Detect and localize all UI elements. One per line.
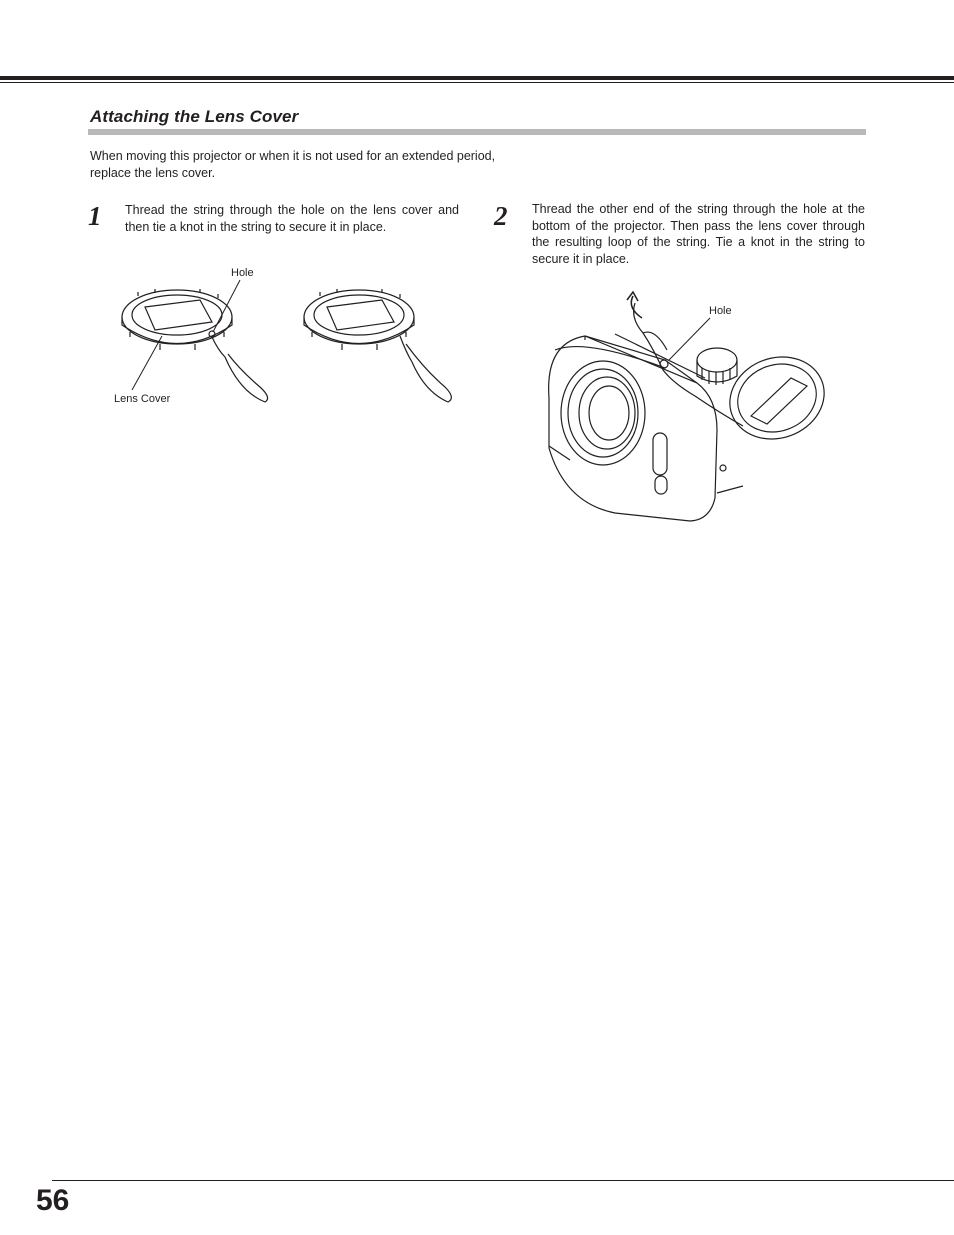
indicator-window [653,433,667,475]
header-rule-thick [0,76,954,80]
step-2-number: 2 [494,201,508,231]
lens-cover-left [122,289,268,402]
hanging-lens-cover [718,344,836,452]
footer-rule [52,1180,954,1181]
projector-lens [561,361,645,465]
step-1-text: Thread the string through the hole on the lens cover and then tie a knot in the string to secure it in place. [125,203,459,234]
page-number: 56 [36,1184,70,1217]
lens-cover-right [304,289,451,402]
section-title: Attaching the Lens Cover [90,107,299,126]
step-2-text: Thread the other end of the string through the hole at the bottom of the projector. Then pass the lens cover through the resulting loop of the string. Tie a knot in the string to secure it in place. [532,202,865,266]
step-1-number: 1 [88,201,102,231]
hole-label-1: Hole [231,267,254,279]
section-title-underline [88,129,866,135]
projector-body [549,334,743,521]
hole-leader-line-2 [669,318,710,360]
lens-cover-label: Lens Cover [114,393,171,405]
lens-cover-leader-line [132,336,162,390]
intro-paragraph: When moving this projector or when it is not used for an extended period, replace the lens cover. [90,149,496,180]
hole-label-2: Hole [709,305,732,317]
string [634,303,663,370]
header-rule-thin [0,82,954,83]
focus-knob [697,348,737,385]
projector-lens-cover-illustration [545,288,835,528]
